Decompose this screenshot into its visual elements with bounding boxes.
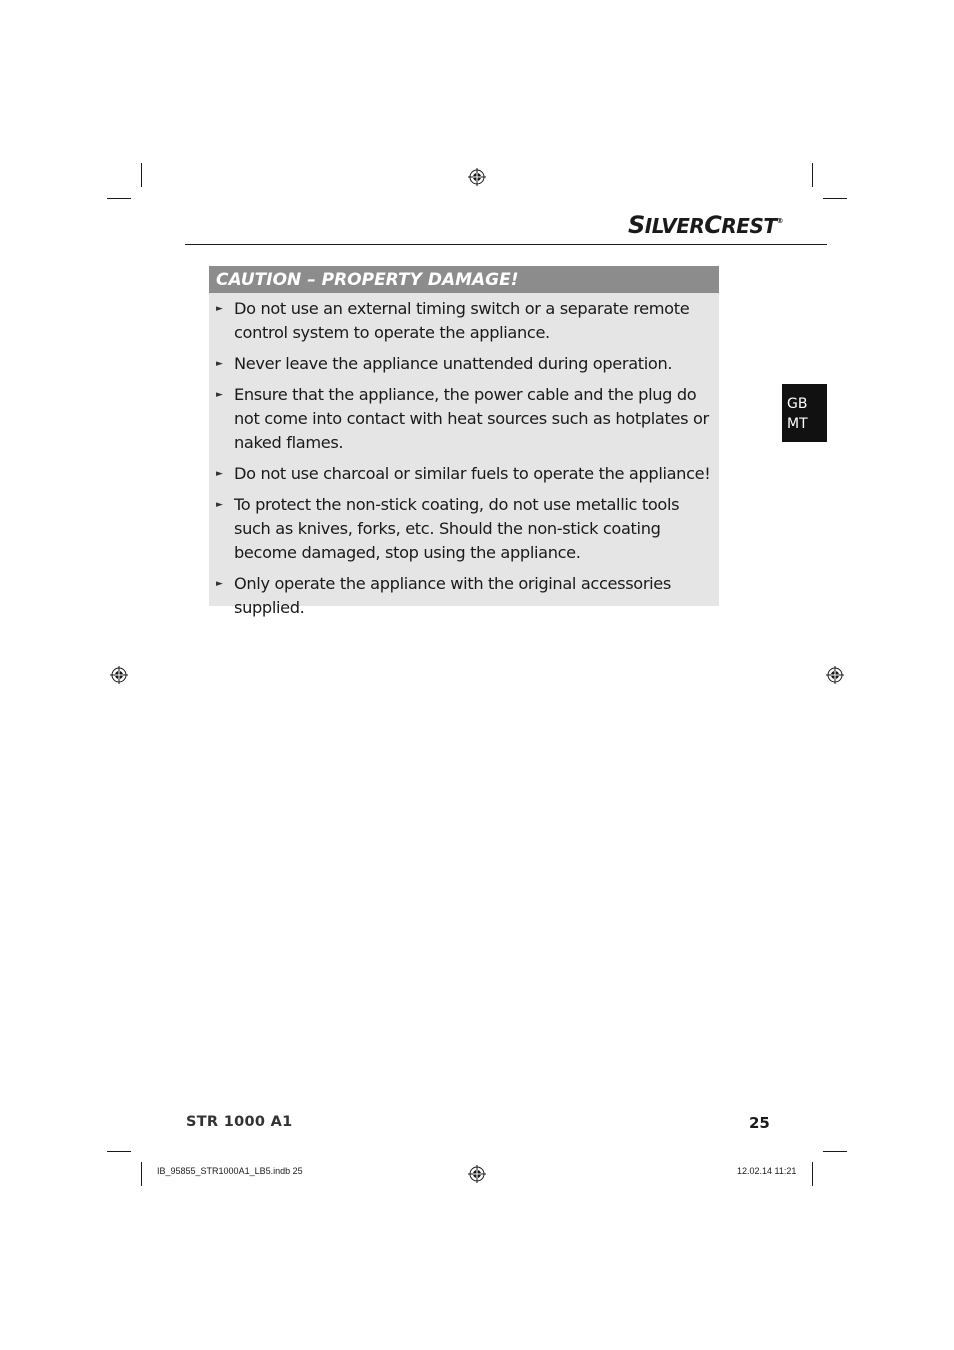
list-item-text: Only operate the appliance with the original accessories supplied. <box>234 574 671 617</box>
brand-word-rest-2: REST <box>721 214 777 238</box>
list-item-text: Do not use charcoal or similar fuels to operate the appliance! <box>234 464 711 483</box>
bullet-arrow-icon: ► <box>216 390 223 400</box>
crop-mark-top-right-vertical <box>812 163 813 187</box>
bullet-arrow-icon: ► <box>216 304 223 314</box>
registration-mark-icon <box>826 666 844 684</box>
language-tab <box>782 384 827 442</box>
brand-logo <box>628 211 783 239</box>
list-item <box>209 383 719 455</box>
bullet-arrow-icon: ► <box>216 500 223 510</box>
list-item-text: Never leave the appliance unattended during operation. <box>234 354 673 373</box>
bullet-arrow-icon: ► <box>216 359 223 369</box>
print-slug-file: IB_95855_STR1000A1_LB5.indb 25 <box>157 1166 303 1176</box>
brand-word-rest-1: ILVER <box>644 214 705 238</box>
list-item-text: To protect the non-stick coating, do not use metallic tools such as knives, forks, etc. Should the non-stick coating become damaged, stop using the appliance. <box>234 495 680 562</box>
language-code-gb: GB <box>787 396 808 412</box>
caution-box <box>209 266 719 617</box>
list-item <box>209 493 719 565</box>
crop-mark-bottom-right-horizontal <box>823 1151 847 1152</box>
list-item-text: Ensure that the appliance, the power cable and the plug do not come into contact with heat sources such as hotplates or naked flames. <box>234 385 709 452</box>
header-rule <box>185 244 827 245</box>
caution-list <box>209 297 719 627</box>
crop-mark-top-right-horizontal <box>823 198 847 199</box>
list-item <box>209 297 719 345</box>
crop-mark-bottom-left-vertical <box>141 1162 142 1186</box>
crop-mark-top-left-vertical <box>141 163 142 187</box>
bullet-arrow-icon: ► <box>216 579 223 589</box>
list-item <box>209 352 719 376</box>
registration-mark-icon <box>110 666 128 684</box>
list-item-text: Do not use an external timing switch or a separate remote control system to operate the appliance. <box>234 299 690 342</box>
print-slug-datetime: 12.02.14 11:21 <box>737 1166 797 1176</box>
registration-mark-icon <box>468 168 486 186</box>
language-code-mt: MT <box>787 416 808 432</box>
crop-mark-bottom-left-horizontal <box>107 1151 131 1152</box>
list-item <box>209 462 719 486</box>
caution-title: CAUTION – PROPERTY DAMAGE! <box>209 266 719 293</box>
crop-mark-bottom-right-vertical <box>812 1162 813 1186</box>
registered-mark: ® <box>776 217 784 225</box>
footer-model-number: STR 1000 A1 <box>186 1114 293 1130</box>
brand-initial-s: S <box>628 211 645 239</box>
bullet-arrow-icon: ► <box>216 469 223 479</box>
brand-initial-c: C <box>704 211 722 239</box>
page-number: 25 <box>749 1114 770 1132</box>
registration-mark-icon <box>468 1165 486 1183</box>
list-item <box>209 572 719 620</box>
crop-mark-top-left-horizontal <box>107 198 131 199</box>
